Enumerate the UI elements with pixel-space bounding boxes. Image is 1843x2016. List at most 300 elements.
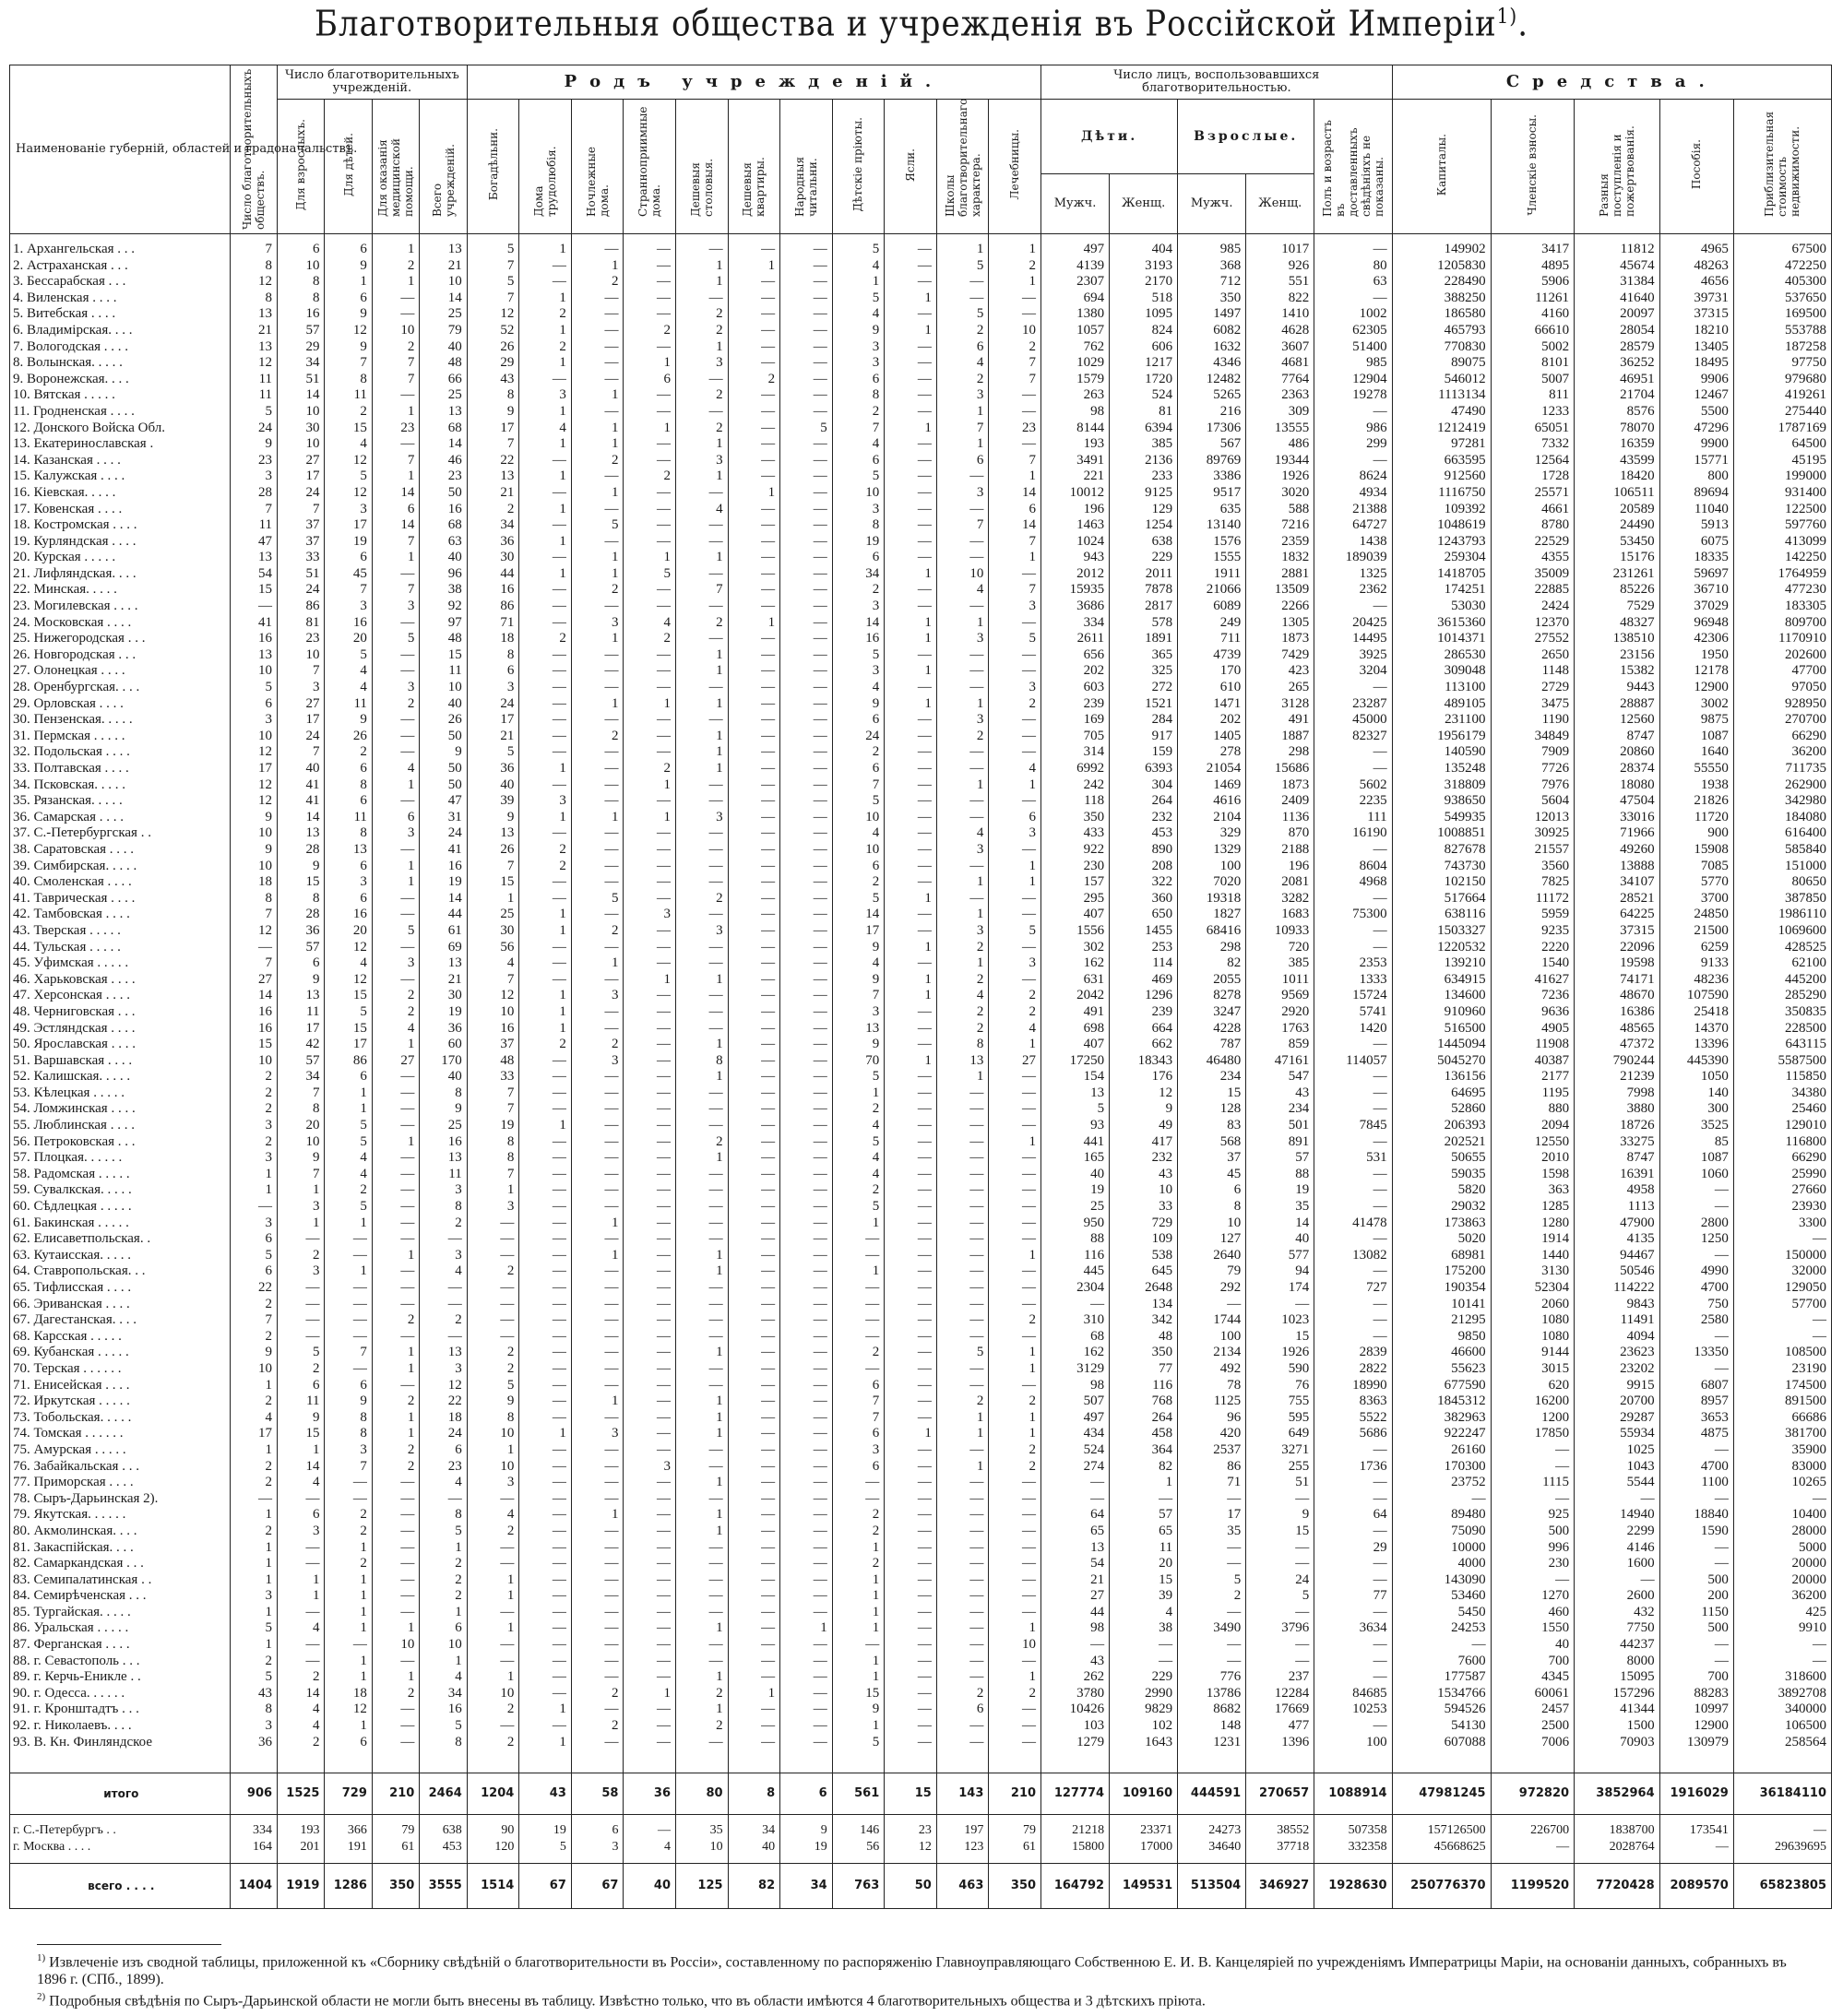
table-cell: 712	[1178, 274, 1246, 291]
table-cell: 2	[467, 1345, 519, 1361]
table-cell: —	[989, 1101, 1041, 1118]
table-cell: 48	[420, 631, 467, 647]
table-cell: 1150	[1659, 1605, 1733, 1621]
table-cell: 40	[1041, 1167, 1110, 1183]
table-cell: 18	[230, 874, 277, 891]
table-cell: 13	[467, 825, 519, 842]
table-cell: 7	[832, 988, 885, 1004]
table-cell: 1534766	[1392, 1686, 1491, 1702]
table-cell: —	[624, 599, 676, 615]
table-cell: 2	[936, 972, 989, 989]
table-cell: —	[571, 1263, 624, 1280]
table-cell: 516500	[1392, 1021, 1491, 1038]
table-cell: —	[1246, 1637, 1314, 1654]
table-cell: —	[780, 485, 833, 502]
table-cell: —	[571, 291, 624, 307]
table-cell: 7	[936, 421, 989, 437]
table-cell: —	[571, 306, 624, 323]
spacer-cell	[885, 234, 937, 243]
table-cell: 8144	[1041, 421, 1110, 437]
table-cell: 1	[519, 1004, 572, 1021]
table-cell: 1	[832, 1605, 885, 1621]
table-cell: 6992	[1041, 761, 1110, 777]
table-cell: 1832	[1246, 550, 1314, 566]
table-cell: —	[1314, 1263, 1392, 1280]
table-cell: —	[885, 1134, 937, 1151]
table-cell: 2	[230, 1524, 277, 1540]
table-cell: 538	[1110, 1248, 1178, 1264]
table-cell: 463	[936, 1864, 989, 1909]
table-cell: 1	[989, 777, 1041, 794]
table-cell: 551	[1246, 274, 1314, 291]
table-cell: 1	[989, 468, 1041, 485]
table-cell: 174251	[1392, 582, 1491, 599]
table-cell: 17	[278, 712, 325, 729]
table-cell: —	[728, 355, 780, 372]
table-cell: 57700	[1733, 1297, 1831, 1313]
table-cell: —	[519, 1556, 572, 1572]
spacer-cell	[780, 1815, 833, 1823]
region-name: 69. Кубанская . . . . .	[10, 1345, 231, 1361]
spacer-cell	[278, 1856, 325, 1864]
table-cell: —	[780, 582, 833, 599]
table-cell: —	[780, 1459, 833, 1476]
table-cell: 232	[1110, 810, 1178, 826]
region-name: 31. Пермская . . . . .	[10, 729, 231, 745]
table-cell: 88283	[1659, 1686, 1733, 1702]
table-cell: 635	[1178, 502, 1246, 518]
table-cell: 3	[676, 453, 729, 469]
table-cell: —	[676, 242, 729, 258]
spacer-cell	[885, 1815, 937, 1823]
table-cell: 1333	[1314, 972, 1392, 989]
table-cell: 28	[278, 842, 325, 859]
table-cell: —	[571, 404, 624, 421]
table-cell: 1396	[1246, 1735, 1314, 1751]
table-cell: 2	[278, 1248, 325, 1264]
table-cell: 7	[278, 744, 325, 761]
table-cell: 768	[1110, 1393, 1178, 1410]
table-cell: 1	[624, 777, 676, 794]
table-cell: —	[885, 1491, 937, 1508]
table-cell: —	[728, 842, 780, 859]
table-cell: 21	[467, 729, 519, 745]
table-cell: 199000	[1733, 468, 1831, 485]
table-cell: 607088	[1392, 1735, 1491, 1751]
table-cell: —	[936, 1572, 989, 1589]
table-cell: 711735	[1733, 761, 1831, 777]
table-cell: 3	[571, 1839, 624, 1856]
table-cell: —	[1659, 1329, 1733, 1346]
table-cell: —	[571, 1605, 624, 1621]
table-cell: 1787169	[1733, 421, 1831, 437]
table-cell: —	[372, 566, 419, 583]
spacer-cell	[624, 234, 676, 243]
table-cell: 1115	[1491, 1475, 1575, 1491]
table-cell: —	[989, 1475, 1041, 1491]
table-cell: 6	[230, 1263, 277, 1280]
table-cell: 14	[278, 810, 325, 826]
table-cell: —	[989, 1167, 1041, 1183]
table-cell: —	[1659, 1540, 1733, 1557]
table-cell: 6	[832, 453, 885, 469]
region-name: 68. Карсская . . . . .	[10, 1329, 231, 1346]
table-cell: 6	[325, 291, 372, 307]
table-cell: —	[936, 1475, 989, 1491]
table-cell: 10	[230, 729, 277, 745]
table-cell: 2	[278, 1669, 325, 1686]
table-cell: 3	[230, 1150, 277, 1167]
table-cell: 19	[1246, 1182, 1314, 1199]
table-cell: 1	[676, 436, 729, 453]
table-cell: —	[372, 793, 419, 810]
table-cell: 2	[624, 761, 676, 777]
table-cell: 1380	[1041, 306, 1110, 323]
table-cell: 12900	[1659, 680, 1733, 696]
table-cell: 7332	[1491, 436, 1575, 453]
table-cell: 20860	[1575, 744, 1660, 761]
table-cell: 40	[467, 777, 519, 794]
table-cell: 292	[1178, 1280, 1246, 1297]
table-cell: 3	[832, 502, 885, 518]
table-cell: —	[372, 1167, 419, 1183]
rows-row	[10, 1150, 1832, 1167]
table-cell: 15	[325, 988, 372, 1004]
table-cell: 19	[1041, 1182, 1110, 1199]
table-cell: 19	[467, 1118, 519, 1134]
table-cell: 1	[832, 1572, 885, 1589]
region-name: 90. г. Одесса. . . . . .	[10, 1686, 231, 1702]
table-cell: 5002	[1491, 339, 1575, 356]
table-cell: 1190	[1491, 712, 1575, 729]
table-cell: 5020	[1392, 1231, 1491, 1248]
table-cell: 108500	[1733, 1345, 1831, 1361]
table-cell: 11	[420, 1167, 467, 1183]
region-name: 9. Воронежская. . . .	[10, 372, 231, 388]
table-cell: 64727	[1314, 517, 1392, 534]
rows-row	[10, 874, 1832, 891]
table-cell: 29032	[1392, 1199, 1491, 1216]
table-cell: 603	[1041, 680, 1110, 696]
table-cell: 350	[1110, 1345, 1178, 1361]
table-cell: 1	[230, 1182, 277, 1199]
table-cell: 16	[467, 1021, 519, 1038]
table-cell: 4	[278, 1620, 325, 1637]
table-cell: —	[728, 453, 780, 469]
table-cell: 809700	[1733, 615, 1831, 632]
table-cell: 1	[989, 1361, 1041, 1378]
table-cell: 16391	[1575, 1167, 1660, 1183]
table-cell: 1	[519, 502, 572, 518]
table-cell: 2220	[1491, 940, 1575, 956]
spacer-cell	[1659, 1856, 1733, 1864]
table-cell: 2	[420, 1556, 467, 1572]
table-cell: 35900	[1733, 1442, 1831, 1459]
table-cell: 18335	[1659, 550, 1733, 566]
table-cell: —	[728, 1199, 780, 1216]
table-cell: 9	[230, 842, 277, 859]
table-cell: 763	[832, 1864, 885, 1909]
region-name: 57. Плоцкая. . . . . .	[10, 1150, 231, 1167]
region-name: 52. Калишская. . . . .	[10, 1069, 231, 1085]
region-name: 58. Радомская . . . . .	[10, 1167, 231, 1183]
table-cell: 1	[676, 1702, 729, 1718]
table-cell: 4905	[1491, 1021, 1575, 1038]
table-cell: —	[885, 859, 937, 875]
table-cell: —	[676, 1637, 729, 1654]
table-cell: 912560	[1392, 468, 1491, 485]
table-cell: 5	[832, 793, 885, 810]
table-cell: 19598	[1575, 955, 1660, 972]
table-cell: —	[519, 955, 572, 972]
table-cell: 11	[278, 1004, 325, 1021]
table-cell: 10400	[1733, 1507, 1831, 1524]
table-cell: 19	[780, 1839, 833, 1856]
region-name: 20. Курская . . . . .	[10, 550, 231, 566]
region-name: 19. Курляндская . . . .	[10, 534, 231, 551]
table-cell: 1	[571, 485, 624, 502]
table-cell: 3	[230, 1216, 277, 1232]
rows-row	[10, 242, 1832, 258]
table-cell: 1	[936, 1069, 989, 1085]
table-cell: 1087	[1659, 729, 1733, 745]
table-cell: 34640	[1178, 1839, 1246, 1856]
table-cell: —	[571, 647, 624, 664]
table-cell: 1	[467, 1620, 519, 1637]
header-persons-group: Число лицъ, воспользовавшихся благотворительностью.	[1041, 65, 1393, 100]
table-cell: —	[624, 1004, 676, 1021]
table-cell: 7	[467, 291, 519, 307]
table-cell: 3	[420, 1248, 467, 1264]
table-cell: 2	[676, 1686, 729, 1702]
table-cell: 10933	[1246, 923, 1314, 940]
table-cell: 1	[989, 1134, 1041, 1151]
table-cell: —	[728, 387, 780, 404]
table-cell: —	[780, 1134, 833, 1151]
table-cell: 5820	[1392, 1182, 1491, 1199]
table-cell: 4	[420, 1669, 467, 1686]
table-cell: —	[780, 387, 833, 404]
table-cell: 6	[467, 663, 519, 680]
table-cell: 5	[372, 923, 419, 940]
table-cell: 1418705	[1392, 566, 1491, 583]
table-cell: 3490	[1178, 1620, 1246, 1637]
table-cell: 45	[325, 566, 372, 583]
spacer-cell	[230, 234, 277, 243]
table-cell: 15724	[1314, 988, 1392, 1004]
table-cell: 206393	[1392, 1118, 1491, 1134]
table-cell: —	[780, 631, 833, 647]
table-cell: 20425	[1314, 615, 1392, 632]
table-cell: 507358	[1314, 1822, 1392, 1839]
table-cell: —	[571, 1654, 624, 1670]
table-cell: 3282	[1246, 891, 1314, 907]
table-cell: 17669	[1246, 1702, 1314, 1718]
table-cell: 7006	[1491, 1735, 1575, 1751]
table-cell: 9	[832, 1702, 885, 1718]
table-cell: 6	[325, 242, 372, 258]
table-cell: 12	[467, 306, 519, 323]
table-cell: —	[519, 1654, 572, 1670]
table-cell: 346927	[1246, 1864, 1314, 1909]
table-cell: 11261	[1491, 291, 1575, 307]
table-cell: —	[885, 387, 937, 404]
table-cell: 1	[885, 631, 937, 647]
table-cell: 700	[1659, 1669, 1733, 1686]
region-name: 62. Елисаветпольская. .	[10, 1231, 231, 1248]
table-cell: 21	[420, 258, 467, 275]
table-cell: 2	[420, 1572, 467, 1589]
table-cell: —	[519, 615, 572, 632]
table-cell: 193	[1041, 436, 1110, 453]
region-name: 64. Ставропольская. . .	[10, 1263, 231, 1280]
table-cell: 134600	[1392, 988, 1491, 1004]
table-cell: 7	[676, 582, 729, 599]
table-cell: 3300	[1733, 1216, 1831, 1232]
table-cell: 93	[1041, 1118, 1110, 1134]
table-cell: —	[676, 1329, 729, 1346]
table-cell: 80650	[1733, 874, 1831, 891]
table-cell: 26	[467, 339, 519, 356]
table-cell: 5604	[1491, 793, 1575, 810]
table-cell: 2424	[1491, 599, 1575, 615]
table-cell: 6807	[1659, 1378, 1733, 1394]
table-cell: 2	[230, 1654, 277, 1670]
table-cell: 174	[1246, 1280, 1314, 1297]
table-cell: 4	[832, 436, 885, 453]
table-cell: 51	[278, 372, 325, 388]
table-cell: 18	[467, 631, 519, 647]
rows-row	[10, 1297, 1832, 1313]
table-cell: 1	[372, 404, 419, 421]
table-cell: 3193	[1110, 258, 1178, 275]
table-cell: 2266	[1246, 599, 1314, 615]
table-cell: 88	[1246, 1167, 1314, 1183]
table-cell: 9829	[1110, 1702, 1178, 1718]
table-cell: —	[624, 1021, 676, 1038]
table-cell: 304	[1110, 777, 1178, 794]
table-cell: —	[1314, 1297, 1392, 1313]
table-cell: 34107	[1575, 874, 1660, 891]
table-cell: 96	[1178, 1410, 1246, 1427]
table-cell: 2	[832, 582, 885, 599]
table-cell: 37315	[1659, 306, 1733, 323]
table-cell: 2	[467, 1735, 519, 1751]
table-cell: 89075	[1392, 355, 1491, 372]
table-cell: 4000	[1392, 1556, 1491, 1572]
table-cell: 20	[1110, 1556, 1178, 1572]
table-cell: 13	[278, 825, 325, 842]
table-cell: 2	[278, 1361, 325, 1378]
table-cell: 33	[278, 550, 325, 566]
table-cell: 8604	[1314, 859, 1392, 875]
region-name: г. С.-Петербургъ . .	[10, 1822, 231, 1839]
region-name: 14. Казанская . . . .	[10, 453, 231, 469]
table-cell: 1	[420, 1605, 467, 1621]
table-cell: —	[325, 1475, 372, 1491]
table-cell: 1	[230, 1605, 277, 1621]
table-cell: —	[936, 1231, 989, 1248]
table-cell: 24	[832, 729, 885, 745]
region-name: 36. Самарская . . . .	[10, 810, 231, 826]
statistics-table	[9, 65, 1832, 1909]
table-cell: 12	[230, 777, 277, 794]
table-cell: —	[420, 1280, 467, 1297]
table-cell: 98	[1041, 1378, 1110, 1394]
table-cell: 115850	[1733, 1069, 1831, 1085]
table-cell: 1296	[1110, 988, 1178, 1004]
table-cell: —	[885, 1620, 937, 1637]
table-cell: —	[780, 1556, 833, 1572]
table-cell: 16386	[1575, 1004, 1660, 1021]
table-cell: 1	[989, 274, 1041, 291]
table-cell: 97281	[1392, 436, 1491, 453]
table-cell: 19	[519, 1822, 572, 1839]
region-name: 71. Енисейская . . . .	[10, 1378, 231, 1394]
table-cell: 4739	[1178, 647, 1246, 664]
table-cell: 250776370	[1392, 1864, 1491, 1909]
table-cell: 1	[519, 1702, 572, 1718]
region-name: 79. Якутская. . . . . .	[10, 1507, 231, 1524]
table-cell: 15	[832, 1686, 885, 1702]
table-cell: —	[728, 810, 780, 826]
table-cell: —	[728, 1069, 780, 1085]
table-cell: 2	[230, 1475, 277, 1491]
table-cell: —	[624, 1053, 676, 1070]
table-cell: 1	[885, 663, 937, 680]
table-cell: —	[936, 1101, 989, 1118]
table-cell: —	[728, 468, 780, 485]
table-cell: —	[885, 1118, 937, 1134]
table-cell: —	[571, 1167, 624, 1183]
table-cell: 1	[676, 1263, 729, 1280]
table-cell: 2	[372, 1686, 419, 1702]
table-cell: 47372	[1575, 1037, 1660, 1053]
spacer-cell	[325, 1815, 372, 1823]
table-cell: 1	[885, 323, 937, 339]
table-cell: 5959	[1491, 907, 1575, 923]
table-cell: 40	[624, 1864, 676, 1909]
table-cell: 6	[325, 1069, 372, 1085]
region-name: 10. Вятская . . . . .	[10, 387, 231, 404]
table-cell: 5	[571, 517, 624, 534]
table-cell: 1	[832, 1669, 885, 1686]
table-cell: 41627	[1491, 972, 1575, 989]
table-cell: —	[936, 793, 989, 810]
table-cell: 3130	[1491, 1263, 1575, 1280]
table-cell: —	[780, 923, 833, 940]
table-cell: 242	[1041, 777, 1110, 794]
table-cell: 23	[372, 421, 419, 437]
table-cell: 35	[1246, 1199, 1314, 1216]
table-cell: 931400	[1733, 485, 1831, 502]
table-cell: 553788	[1733, 323, 1831, 339]
table-cell: 9	[278, 1410, 325, 1427]
table-cell: 64500	[1733, 436, 1831, 453]
table-cell: 1025	[1575, 1442, 1660, 1459]
header-kind-nurseries: Ясли.	[885, 100, 937, 234]
table-cell: 136156	[1392, 1069, 1491, 1085]
table-cell: 922247	[1392, 1426, 1491, 1442]
table-cell: —	[519, 1134, 572, 1151]
table-cell: —	[728, 1735, 780, 1751]
table-cell: 5	[1246, 1588, 1314, 1605]
table-cell: —	[1314, 1491, 1392, 1508]
table-cell: 350835	[1733, 1004, 1831, 1021]
table-cell: 2	[467, 1702, 519, 1718]
region-name: 84. Семирѣченская . . .	[10, 1588, 231, 1605]
table-cell: 4990	[1659, 1263, 1733, 1280]
